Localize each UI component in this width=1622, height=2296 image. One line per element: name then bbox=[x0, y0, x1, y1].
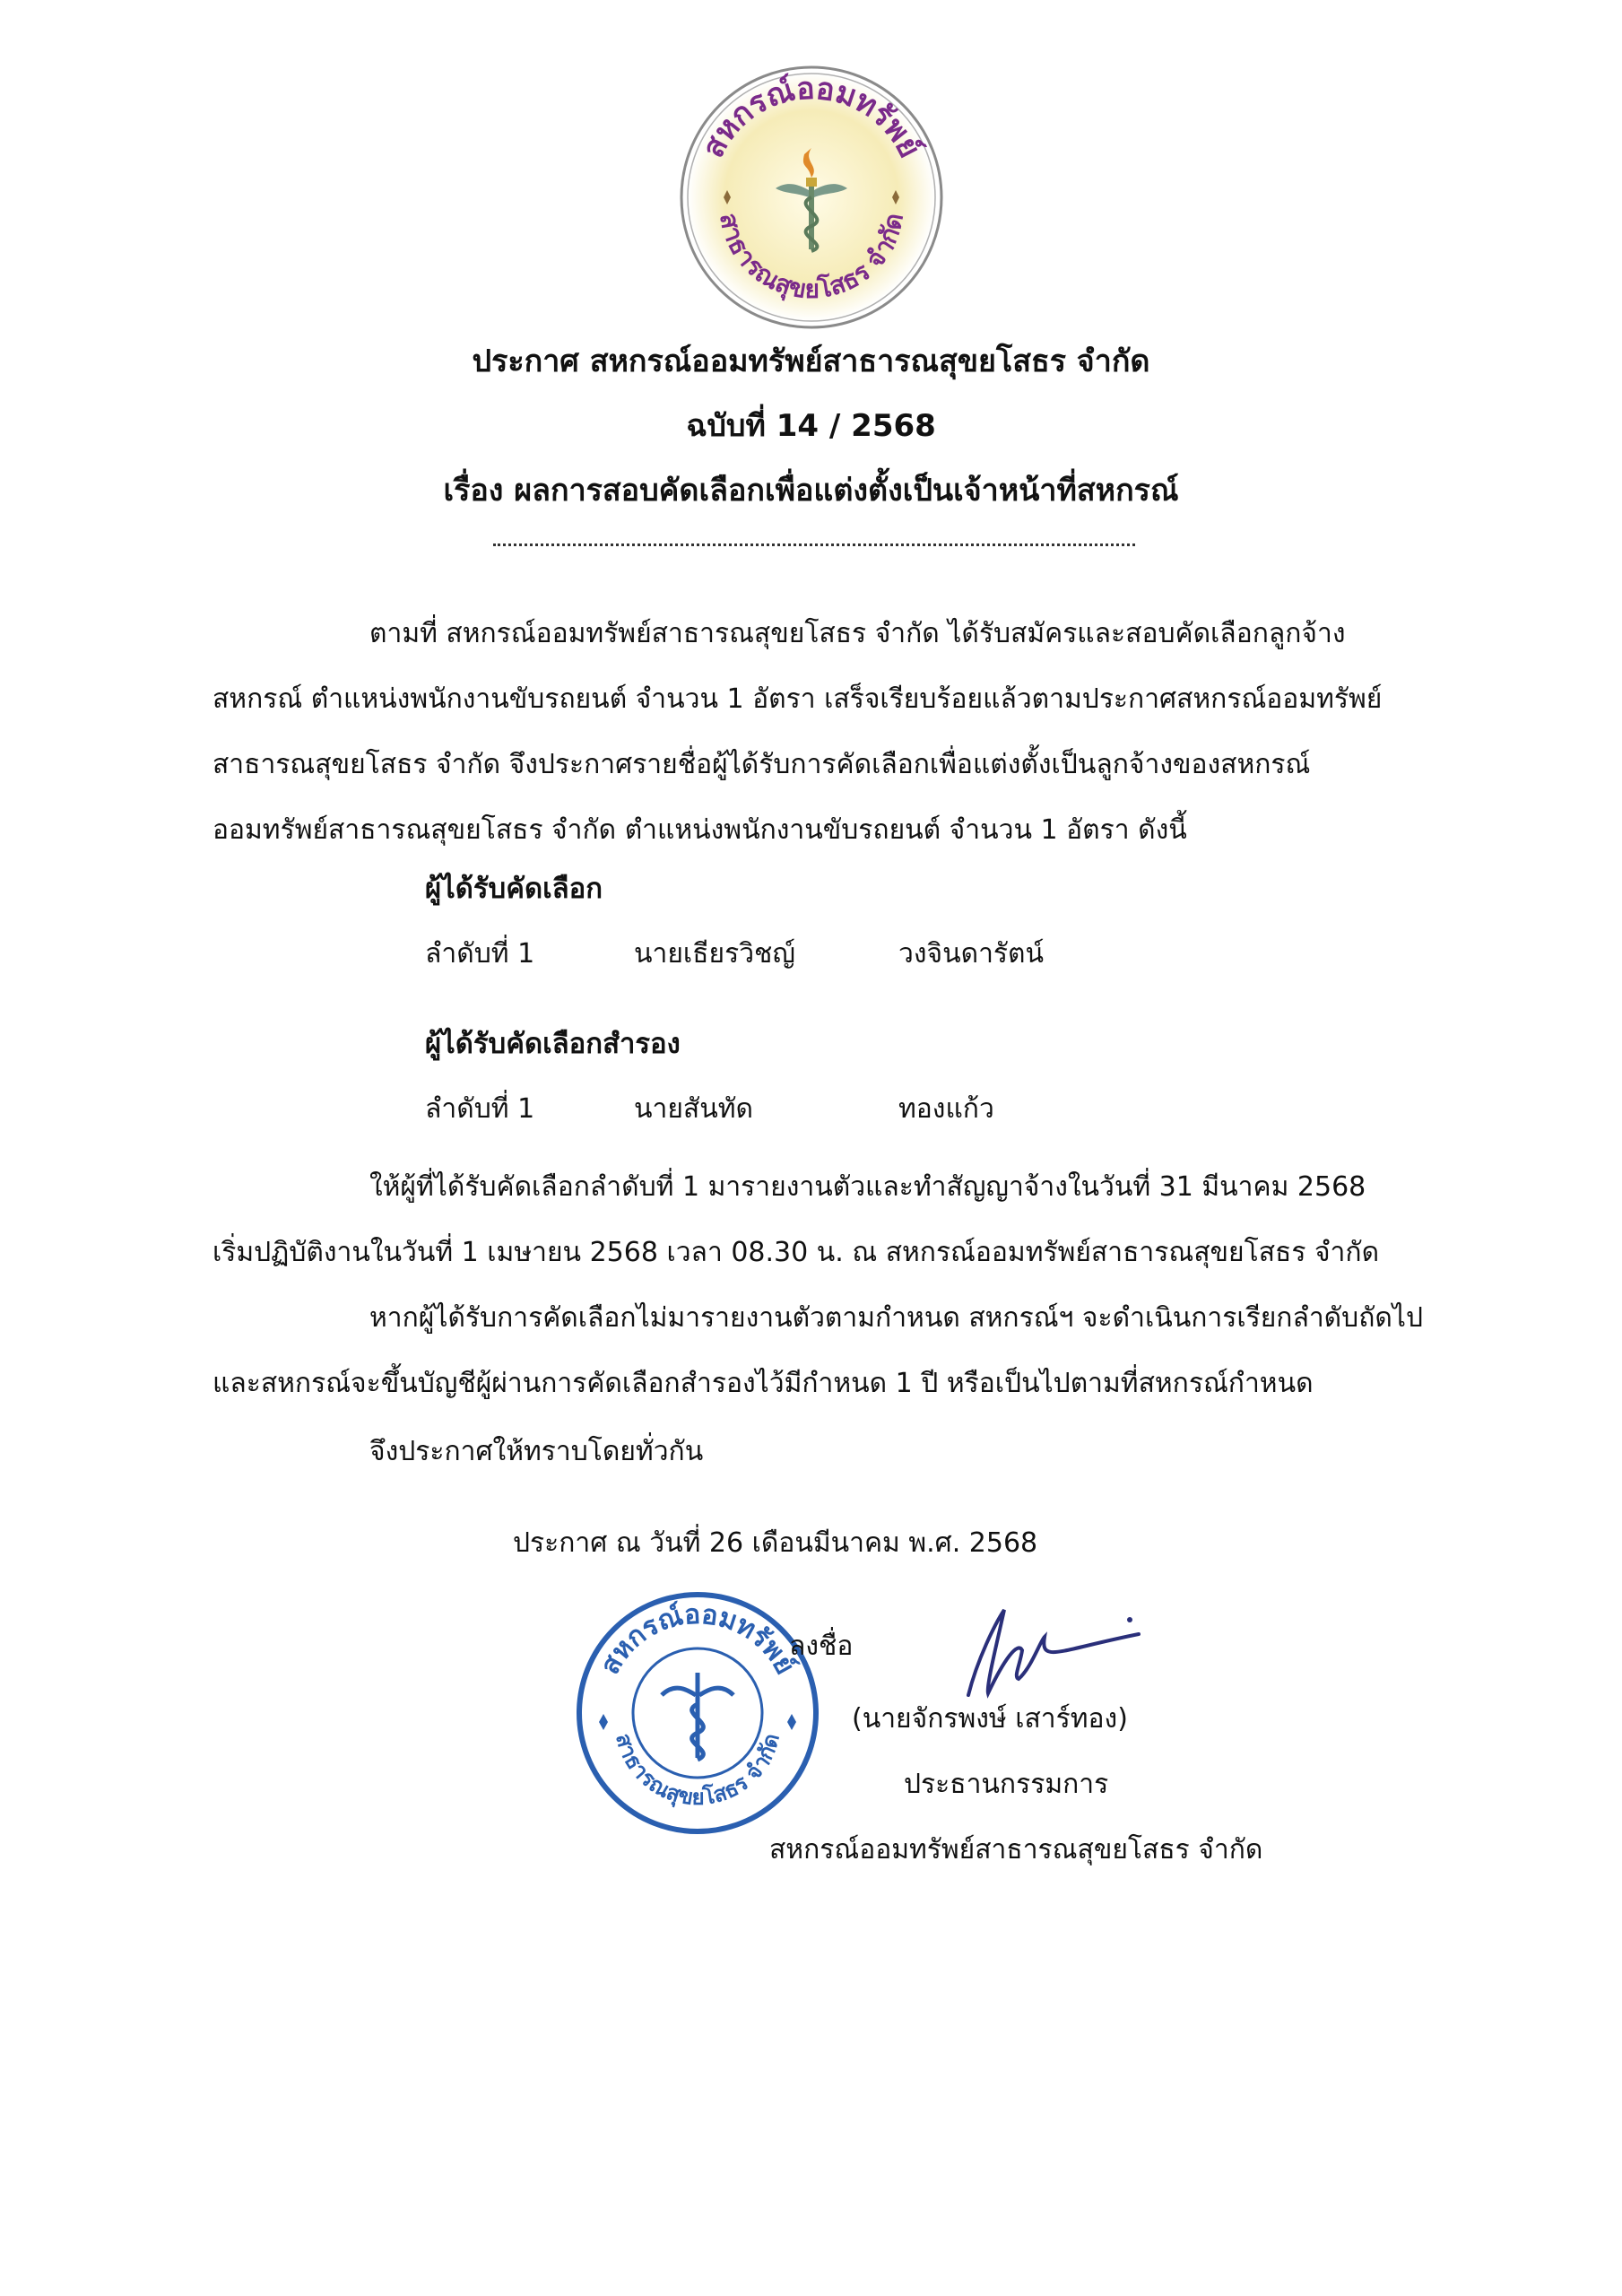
signer-organization: สหกรณ์ออมทรัพย์สาธารณสุขยโสธร จำกัด bbox=[769, 1834, 1263, 1866]
sign-label: ลงชื่อ bbox=[789, 1631, 854, 1662]
signer-name: (นายจักรพงษ์ เสาร์ทอง) bbox=[852, 1703, 1128, 1735]
announcement-subject: เรื่อง ผลการสอบคัดเลือกเพื่อแต่งตั้งเป็นเจ้าหน้าที่สหกรณ์ bbox=[443, 473, 1179, 509]
paragraph-3-line-2: และสหกรณ์จะขึ้นบัญชีผู้ผ่านการคัดเลือกสำรองไว้มีกำหนด 1 ปี หรือเป็นไปตามที่สหกรณ์กำหนด bbox=[213, 1368, 1314, 1399]
reserve-first-name: นายสันทัด bbox=[634, 1093, 754, 1125]
paragraph-2-line-2: เริ่มปฏิบัติงานในวันที่ 1 เมษายน 2568 เวลา 08.30 น. ณ สหกรณ์ออมทรัพย์สาธารณสุขยโสธร จำกัด bbox=[213, 1237, 1380, 1268]
signer-position: ประธานกรรมการ bbox=[904, 1769, 1109, 1800]
selected-first-name: นายเธียรวิชญ์ bbox=[634, 938, 795, 970]
announcement-date: ประกาศ ณ วันที่ 26 เดือนมีนาคม พ.ศ. 2568 bbox=[513, 1527, 1038, 1559]
reserve-order: ลำดับที่ 1 bbox=[425, 1093, 535, 1125]
reserve-heading: ผู้ได้รับคัดเลือกสำรอง bbox=[425, 1028, 681, 1060]
closing-line: จึงประกาศให้ทราบโดยทั่วกัน bbox=[369, 1436, 704, 1467]
paragraph-3-line-1: หากผู้ได้รับการคัดเลือกไม่มารายงานตัวตามกำหนด สหกรณ์ฯ จะดำเนินการเรียกลำดับถัดไป bbox=[369, 1302, 1423, 1334]
announcement-number: ฉบับที่ 14 / 2568 bbox=[686, 408, 936, 444]
official-seal bbox=[572, 1587, 823, 1839]
seal-top-text: สหกรณ์ออมทรัพย์ bbox=[594, 1598, 802, 1680]
selected-order: ลำดับที่ 1 bbox=[425, 938, 535, 970]
logo-top-text: สหกรณ์ออมทรัพย์ bbox=[695, 70, 928, 164]
paragraph-1-line-4: ออมทรัพย์สาธารณสุขยโสธร จำกัด ตำแหน่งพนักงานขับรถยนต์ จำนวน 1 อัตรา ดังนี้ bbox=[213, 814, 1187, 846]
paragraph-1-line-2: สหกรณ์ ตำแหน่งพนักงานขับรถยนต์ จำนวน 1 อัตรา เสร็จเรียบร้อยแล้วตามประกาศสหกรณ์ออมทรัพย์ bbox=[213, 683, 1383, 715]
logo-bottom-text: สาธารณสุขยโสธร จำกัด bbox=[714, 210, 909, 305]
signature-scribble bbox=[932, 1587, 1148, 1713]
seal-bottom-text: สาธารณสุขยโสธร จำกัด bbox=[611, 1730, 785, 1811]
announcement-title: ประกาศ สหกรณ์ออมทรัพย์สาธารณสุขยโสธร จำกัด bbox=[472, 344, 1150, 379]
caduceus-icon bbox=[662, 1673, 733, 1760]
divider bbox=[493, 544, 1135, 546]
reserve-last-name: ทองแก้ว bbox=[898, 1093, 994, 1125]
cooperative-logo bbox=[677, 63, 946, 332]
paragraph-1-line-3: สาธารณสุขยโสธร จำกัด จึงประกาศรายชื่อผู้ได้รับการคัดเลือกเพื่อแต่งตั้งเป็นลูกจ้างของสหกรณ์ bbox=[213, 749, 1311, 780]
selected-last-name: วงจินดารัตน์ bbox=[898, 938, 1045, 970]
paragraph-2-line-1: ให้ผู้ที่ได้รับคัดเลือกลำดับที่ 1 มารายงานตัวและทำสัญญาจ้างในวันที่ 31 มีนาคม 2568 bbox=[369, 1171, 1366, 1203]
selected-heading: ผู้ได้รับคัดเลือก bbox=[425, 873, 603, 905]
paragraph-1-line-1: ตามที่ สหกรณ์ออมทรัพย์สาธารณสุขยโสธร จำกัด ได้รับสมัครและสอบคัดเลือกลูกจ้าง bbox=[369, 618, 1346, 649]
